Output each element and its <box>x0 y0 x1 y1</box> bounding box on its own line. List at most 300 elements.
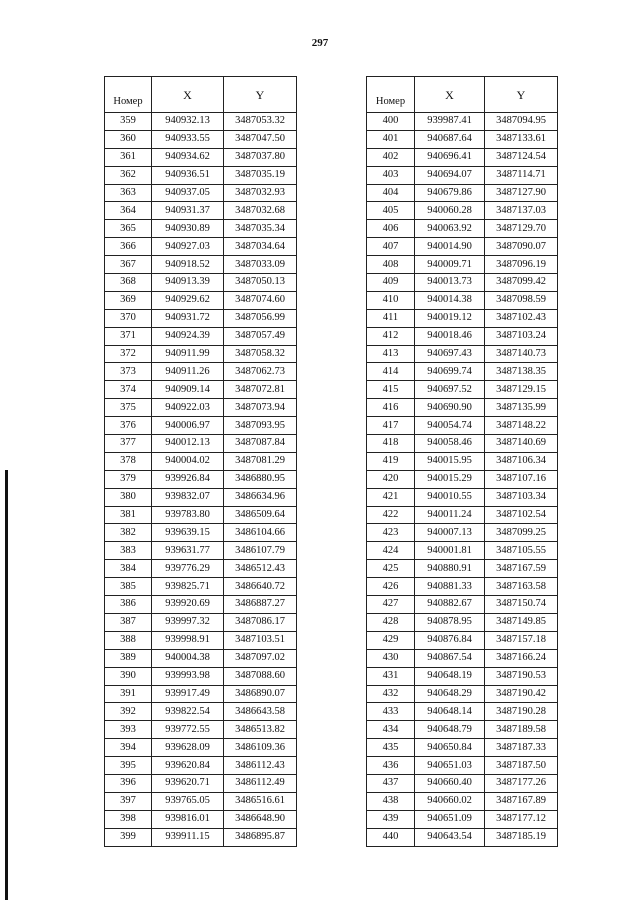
y-coordinate-cell: 3487034.64 <box>224 238 297 256</box>
y-column-header: Y <box>224 77 297 113</box>
y-coordinate-cell: 3487135.99 <box>485 399 558 417</box>
point-number-cell: 408 <box>367 256 415 274</box>
point-number-cell: 412 <box>367 327 415 345</box>
y-coordinate-cell: 3486648.90 <box>224 810 297 828</box>
table-row <box>367 685 558 703</box>
table-row <box>367 649 558 667</box>
y-coordinate-cell: 3487190.28 <box>485 703 558 721</box>
y-coordinate-cell: 3487035.34 <box>224 220 297 238</box>
y-coordinate-cell: 3486640.72 <box>224 578 297 596</box>
point-number-cell: 363 <box>105 184 152 202</box>
table-row <box>105 345 297 363</box>
x-coordinate-cell: 940918.52 <box>152 256 224 274</box>
y-coordinate-cell: 3487105.55 <box>485 542 558 560</box>
table-row <box>105 274 297 292</box>
y-coordinate-cell: 3486107.79 <box>224 542 297 560</box>
table-row <box>105 327 297 345</box>
y-coordinate-cell: 3486104.66 <box>224 524 297 542</box>
table-row <box>105 578 297 596</box>
table-row <box>105 202 297 220</box>
coordinates-table-left <box>104 76 297 847</box>
point-number-cell: 399 <box>105 828 152 846</box>
y-coordinate-cell: 3486634.96 <box>224 488 297 506</box>
point-number-cell: 378 <box>105 452 152 470</box>
y-coordinate-cell: 3486512.43 <box>224 560 297 578</box>
y-coordinate-cell: 3486513.82 <box>224 721 297 739</box>
y-coordinate-cell: 3487140.73 <box>485 345 558 363</box>
table-row <box>105 291 297 309</box>
y-coordinate-cell: 3487103.34 <box>485 488 558 506</box>
table-row <box>367 578 558 596</box>
y-coordinate-cell: 3487177.12 <box>485 810 558 828</box>
y-coordinate-cell: 3486643.58 <box>224 703 297 721</box>
point-number-cell: 370 <box>105 309 152 327</box>
point-number-cell: 389 <box>105 649 152 667</box>
y-coordinate-cell: 3487032.68 <box>224 202 297 220</box>
point-number-cell: 419 <box>367 452 415 470</box>
point-number-cell: 360 <box>105 130 152 148</box>
y-column-header: Y <box>485 77 558 113</box>
table-row <box>367 667 558 685</box>
table-row <box>105 309 297 327</box>
x-coordinate-cell: 940696.41 <box>415 148 485 166</box>
point-number-cell: 373 <box>105 363 152 381</box>
table-row <box>105 435 297 453</box>
point-number-cell: 395 <box>105 757 152 775</box>
table-row <box>105 739 297 757</box>
point-number-cell: 382 <box>105 524 152 542</box>
point-number-cell: 421 <box>367 488 415 506</box>
x-coordinate-cell: 940867.54 <box>415 649 485 667</box>
x-coordinate-cell: 940648.79 <box>415 721 485 739</box>
point-number-cell: 383 <box>105 542 152 560</box>
table-row <box>105 524 297 542</box>
point-number-cell: 375 <box>105 399 152 417</box>
table-row <box>105 363 297 381</box>
point-number-cell: 381 <box>105 506 152 524</box>
x-coordinate-cell: 940006.97 <box>152 417 224 435</box>
x-column-header: X <box>152 77 224 113</box>
table-row <box>367 470 558 488</box>
table-row <box>105 667 297 685</box>
y-coordinate-cell: 3487150.74 <box>485 596 558 614</box>
y-coordinate-cell: 3487103.51 <box>224 631 297 649</box>
y-coordinate-cell: 3487074.60 <box>224 291 297 309</box>
table-row <box>105 113 297 131</box>
table-row <box>367 220 558 238</box>
x-coordinate-cell: 940015.29 <box>415 470 485 488</box>
y-coordinate-cell: 3487102.54 <box>485 506 558 524</box>
x-coordinate-cell: 939776.29 <box>152 560 224 578</box>
point-number-cell: 406 <box>367 220 415 238</box>
x-coordinate-cell: 939997.32 <box>152 613 224 631</box>
x-coordinate-cell: 940878.95 <box>415 613 485 631</box>
point-number-cell: 401 <box>367 130 415 148</box>
table-header-row <box>105 77 297 113</box>
y-coordinate-cell: 3487035.19 <box>224 166 297 184</box>
table-row <box>105 130 297 148</box>
x-coordinate-cell: 940932.13 <box>152 113 224 131</box>
table-row <box>367 130 558 148</box>
table-row <box>105 828 297 846</box>
y-coordinate-cell: 3487124.54 <box>485 148 558 166</box>
table-row <box>105 148 297 166</box>
point-number-cell: 361 <box>105 148 152 166</box>
point-number-cell: 405 <box>367 202 415 220</box>
point-number-cell: 413 <box>367 345 415 363</box>
point-number-cell: 435 <box>367 739 415 757</box>
x-coordinate-cell: 940650.84 <box>415 739 485 757</box>
y-coordinate-cell: 3487053.32 <box>224 113 297 131</box>
table-row <box>367 381 558 399</box>
y-coordinate-cell: 3487167.89 <box>485 792 558 810</box>
x-coordinate-cell: 939816.01 <box>152 810 224 828</box>
point-number-cell: 387 <box>105 613 152 631</box>
x-coordinate-cell: 940004.02 <box>152 452 224 470</box>
x-coordinate-cell: 940911.26 <box>152 363 224 381</box>
point-number-cell: 359 <box>105 113 152 131</box>
x-coordinate-cell: 940019.12 <box>415 309 485 327</box>
y-coordinate-cell: 3487081.29 <box>224 452 297 470</box>
x-coordinate-cell: 940933.55 <box>152 130 224 148</box>
x-coordinate-cell: 939772.55 <box>152 721 224 739</box>
table-row <box>367 345 558 363</box>
table-row <box>367 148 558 166</box>
y-coordinate-cell: 3487114.71 <box>485 166 558 184</box>
x-coordinate-cell: 940924.39 <box>152 327 224 345</box>
point-number-cell: 417 <box>367 417 415 435</box>
point-number-cell: 427 <box>367 596 415 614</box>
table-row <box>105 721 297 739</box>
point-number-cell: 429 <box>367 631 415 649</box>
table-row <box>105 596 297 614</box>
point-number-cell: 388 <box>105 631 152 649</box>
y-coordinate-cell: 3487190.53 <box>485 667 558 685</box>
number-column-header: Номер <box>105 77 152 113</box>
x-coordinate-cell: 940660.02 <box>415 792 485 810</box>
x-coordinate-cell: 940697.52 <box>415 381 485 399</box>
point-number-cell: 428 <box>367 613 415 631</box>
table-row <box>105 649 297 667</box>
point-number-cell: 425 <box>367 560 415 578</box>
x-coordinate-cell: 940687.64 <box>415 130 485 148</box>
y-coordinate-cell: 3487050.13 <box>224 274 297 292</box>
x-coordinate-cell: 939832.07 <box>152 488 224 506</box>
y-coordinate-cell: 3487096.19 <box>485 256 558 274</box>
y-coordinate-cell: 3487163.58 <box>485 578 558 596</box>
point-number-cell: 424 <box>367 542 415 560</box>
point-number-cell: 438 <box>367 792 415 810</box>
point-number-cell: 403 <box>367 166 415 184</box>
y-coordinate-cell: 3487098.59 <box>485 291 558 309</box>
point-number-cell: 415 <box>367 381 415 399</box>
y-coordinate-cell: 3487093.95 <box>224 417 297 435</box>
x-coordinate-cell: 940014.38 <box>415 291 485 309</box>
x-coordinate-cell: 940012.13 <box>152 435 224 453</box>
y-coordinate-cell: 3487090.07 <box>485 238 558 256</box>
x-coordinate-cell: 939926.84 <box>152 470 224 488</box>
x-coordinate-cell: 939783.80 <box>152 506 224 524</box>
x-coordinate-cell: 940876.84 <box>415 631 485 649</box>
x-coordinate-cell: 939628.09 <box>152 739 224 757</box>
table-row <box>367 274 558 292</box>
x-coordinate-cell: 940694.07 <box>415 166 485 184</box>
y-coordinate-cell: 3487185.19 <box>485 828 558 846</box>
table-row <box>105 757 297 775</box>
x-coordinate-cell: 940648.14 <box>415 703 485 721</box>
point-number-cell: 376 <box>105 417 152 435</box>
point-number-cell: 409 <box>367 274 415 292</box>
x-coordinate-cell: 940697.43 <box>415 345 485 363</box>
y-coordinate-cell: 3487088.60 <box>224 667 297 685</box>
y-coordinate-cell: 3487058.32 <box>224 345 297 363</box>
y-coordinate-cell: 3487167.59 <box>485 560 558 578</box>
y-coordinate-cell: 3487106.34 <box>485 452 558 470</box>
x-coordinate-cell: 940001.81 <box>415 542 485 560</box>
point-number-cell: 398 <box>105 810 152 828</box>
y-coordinate-cell: 3487129.15 <box>485 381 558 399</box>
x-coordinate-cell: 940007.13 <box>415 524 485 542</box>
table-row <box>105 774 297 792</box>
point-number-cell: 377 <box>105 435 152 453</box>
y-coordinate-cell: 3487033.09 <box>224 256 297 274</box>
y-coordinate-cell: 3486890.07 <box>224 685 297 703</box>
x-coordinate-cell: 940054.74 <box>415 417 485 435</box>
table-row <box>367 291 558 309</box>
x-coordinate-cell: 940660.40 <box>415 774 485 792</box>
point-number-cell: 397 <box>105 792 152 810</box>
point-number-cell: 365 <box>105 220 152 238</box>
table-row <box>105 506 297 524</box>
point-number-cell: 439 <box>367 810 415 828</box>
x-coordinate-cell: 940063.92 <box>415 220 485 238</box>
y-coordinate-cell: 3487062.73 <box>224 363 297 381</box>
y-coordinate-cell: 3487037.80 <box>224 148 297 166</box>
y-coordinate-cell: 3487189.58 <box>485 721 558 739</box>
y-coordinate-cell: 3487032.93 <box>224 184 297 202</box>
table-row <box>367 166 558 184</box>
point-number-cell: 396 <box>105 774 152 792</box>
table-row <box>367 613 558 631</box>
x-coordinate-cell: 940934.62 <box>152 148 224 166</box>
table-row <box>367 596 558 614</box>
x-coordinate-cell: 940015.95 <box>415 452 485 470</box>
point-number-cell: 422 <box>367 506 415 524</box>
table-row <box>367 363 558 381</box>
x-coordinate-cell: 939911.15 <box>152 828 224 846</box>
point-number-cell: 410 <box>367 291 415 309</box>
point-number-cell: 368 <box>105 274 152 292</box>
x-coordinate-cell: 939631.77 <box>152 542 224 560</box>
number-column-header: Номер <box>367 77 415 113</box>
table-row <box>105 381 297 399</box>
y-coordinate-cell: 3487047.50 <box>224 130 297 148</box>
table-row <box>367 739 558 757</box>
x-coordinate-cell: 940881.33 <box>415 578 485 596</box>
y-coordinate-cell: 3487177.26 <box>485 774 558 792</box>
x-coordinate-cell: 939822.54 <box>152 703 224 721</box>
x-coordinate-cell: 939620.84 <box>152 757 224 775</box>
y-coordinate-cell: 3487149.85 <box>485 613 558 631</box>
x-coordinate-cell: 939920.69 <box>152 596 224 614</box>
table-row <box>105 238 297 256</box>
point-number-cell: 411 <box>367 309 415 327</box>
point-number-cell: 367 <box>105 256 152 274</box>
table-row <box>367 238 558 256</box>
y-coordinate-cell: 3486112.49 <box>224 774 297 792</box>
point-number-cell: 416 <box>367 399 415 417</box>
point-number-cell: 423 <box>367 524 415 542</box>
table-row <box>367 792 558 810</box>
point-number-cell: 400 <box>367 113 415 131</box>
x-coordinate-cell: 940699.74 <box>415 363 485 381</box>
margin-bar <box>5 470 8 900</box>
point-number-cell: 380 <box>105 488 152 506</box>
point-number-cell: 390 <box>105 667 152 685</box>
point-number-cell: 369 <box>105 291 152 309</box>
point-number-cell: 418 <box>367 435 415 453</box>
y-coordinate-cell: 3487138.35 <box>485 363 558 381</box>
point-number-cell: 402 <box>367 148 415 166</box>
point-number-cell: 436 <box>367 757 415 775</box>
x-column-header: X <box>415 77 485 113</box>
point-number-cell: 431 <box>367 667 415 685</box>
table-row <box>367 828 558 846</box>
y-coordinate-cell: 3487103.24 <box>485 327 558 345</box>
table-row <box>367 256 558 274</box>
table-row <box>367 703 558 721</box>
x-coordinate-cell: 940937.05 <box>152 184 224 202</box>
x-coordinate-cell: 940679.86 <box>415 184 485 202</box>
table-row <box>367 721 558 739</box>
table-row <box>367 399 558 417</box>
x-coordinate-cell: 939825.71 <box>152 578 224 596</box>
x-coordinate-cell: 940690.90 <box>415 399 485 417</box>
y-coordinate-cell: 3486895.87 <box>224 828 297 846</box>
table-row <box>367 524 558 542</box>
point-number-cell: 426 <box>367 578 415 596</box>
y-coordinate-cell: 3486887.27 <box>224 596 297 614</box>
y-coordinate-cell: 3487094.95 <box>485 113 558 131</box>
y-coordinate-cell: 3487190.42 <box>485 685 558 703</box>
y-coordinate-cell: 3487099.25 <box>485 524 558 542</box>
point-number-cell: 366 <box>105 238 152 256</box>
point-number-cell: 392 <box>105 703 152 721</box>
table-row <box>105 685 297 703</box>
x-coordinate-cell: 940009.71 <box>415 256 485 274</box>
point-number-cell: 440 <box>367 828 415 846</box>
table-row <box>105 452 297 470</box>
point-number-cell: 414 <box>367 363 415 381</box>
y-coordinate-cell: 3486880.95 <box>224 470 297 488</box>
y-coordinate-cell: 3487086.17 <box>224 613 297 631</box>
table-row <box>367 774 558 792</box>
y-coordinate-cell: 3487133.61 <box>485 130 558 148</box>
y-coordinate-cell: 3487148.22 <box>485 417 558 435</box>
table-row <box>105 417 297 435</box>
x-coordinate-cell: 940011.24 <box>415 506 485 524</box>
y-coordinate-cell: 3486109.36 <box>224 739 297 757</box>
y-coordinate-cell: 3487056.99 <box>224 309 297 327</box>
y-coordinate-cell: 3486112.43 <box>224 757 297 775</box>
table-row <box>105 256 297 274</box>
x-coordinate-cell: 940651.09 <box>415 810 485 828</box>
x-coordinate-cell: 939998.91 <box>152 631 224 649</box>
x-coordinate-cell: 939993.98 <box>152 667 224 685</box>
point-number-cell: 386 <box>105 596 152 614</box>
page-number: 297 <box>311 37 329 49</box>
table-row <box>367 631 558 649</box>
table-row <box>367 417 558 435</box>
table-row <box>367 202 558 220</box>
x-coordinate-cell: 940648.29 <box>415 685 485 703</box>
x-coordinate-cell: 939639.15 <box>152 524 224 542</box>
x-coordinate-cell: 940060.28 <box>415 202 485 220</box>
y-coordinate-cell: 3487129.70 <box>485 220 558 238</box>
y-coordinate-cell: 3487097.02 <box>224 649 297 667</box>
table-row <box>367 810 558 828</box>
table-row <box>105 470 297 488</box>
y-coordinate-cell: 3487073.94 <box>224 399 297 417</box>
table-row <box>105 220 297 238</box>
y-coordinate-cell: 3487137.03 <box>485 202 558 220</box>
x-coordinate-cell: 940004.38 <box>152 649 224 667</box>
point-number-cell: 434 <box>367 721 415 739</box>
point-number-cell: 362 <box>105 166 152 184</box>
y-coordinate-cell: 3487187.33 <box>485 739 558 757</box>
point-number-cell: 371 <box>105 327 152 345</box>
x-coordinate-cell: 940913.39 <box>152 274 224 292</box>
x-coordinate-cell: 940927.03 <box>152 238 224 256</box>
x-coordinate-cell: 940930.89 <box>152 220 224 238</box>
table-row <box>105 613 297 631</box>
y-coordinate-cell: 3487087.84 <box>224 435 297 453</box>
point-number-cell: 391 <box>105 685 152 703</box>
y-coordinate-cell: 3487166.24 <box>485 649 558 667</box>
y-coordinate-cell: 3486509.64 <box>224 506 297 524</box>
table-row <box>367 542 558 560</box>
table-row <box>367 113 558 131</box>
x-coordinate-cell: 939917.49 <box>152 685 224 703</box>
x-coordinate-cell: 940648.19 <box>415 667 485 685</box>
y-coordinate-cell: 3487102.43 <box>485 309 558 327</box>
table-row <box>105 792 297 810</box>
table-row <box>105 184 297 202</box>
coordinates-table-right <box>366 76 558 847</box>
point-number-cell: 432 <box>367 685 415 703</box>
x-coordinate-cell: 940643.54 <box>415 828 485 846</box>
y-coordinate-cell: 3487127.90 <box>485 184 558 202</box>
x-coordinate-cell: 940018.46 <box>415 327 485 345</box>
table-row <box>105 166 297 184</box>
table-row <box>367 435 558 453</box>
x-coordinate-cell: 940058.46 <box>415 435 485 453</box>
table-row <box>367 184 558 202</box>
point-number-cell: 433 <box>367 703 415 721</box>
y-coordinate-cell: 3487099.42 <box>485 274 558 292</box>
point-number-cell: 407 <box>367 238 415 256</box>
x-coordinate-cell: 940014.90 <box>415 238 485 256</box>
point-number-cell: 384 <box>105 560 152 578</box>
x-coordinate-cell: 940651.03 <box>415 757 485 775</box>
x-coordinate-cell: 940911.99 <box>152 345 224 363</box>
x-coordinate-cell: 940936.51 <box>152 166 224 184</box>
table-row <box>105 488 297 506</box>
table-row <box>367 452 558 470</box>
table-header-row <box>367 77 558 113</box>
x-coordinate-cell: 940880.91 <box>415 560 485 578</box>
x-coordinate-cell: 939765.05 <box>152 792 224 810</box>
